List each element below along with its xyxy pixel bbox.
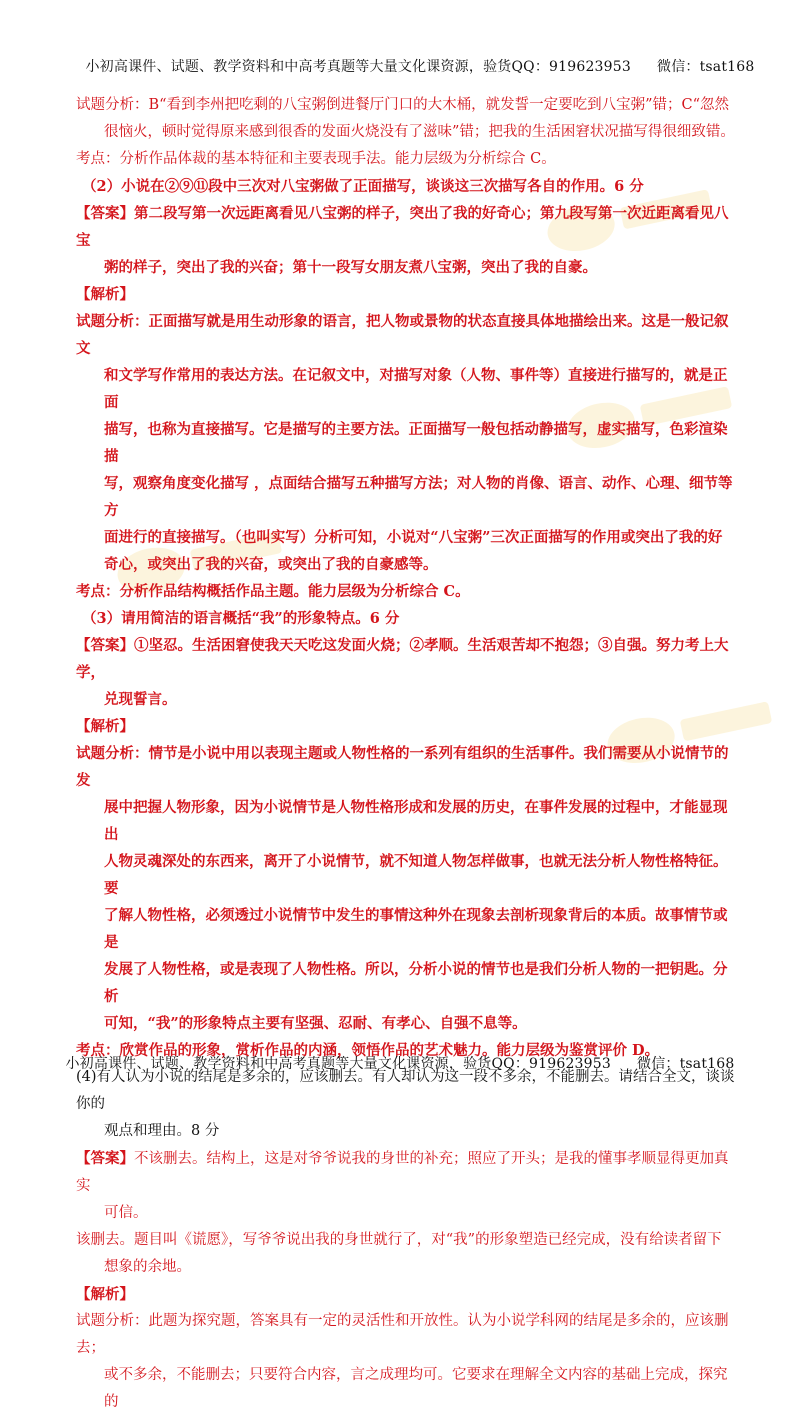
- footer-text: 小初高课件、试题、教学资料和中高考真题等大量文化课资源，验货QQ：919623953: [65, 1056, 611, 1072]
- header-text: 小初高课件、试题、教学资料和中高考真题等大量文化课资源，验货QQ：919623953: [85, 59, 631, 75]
- q3-answer-line-1: [76, 632, 736, 686]
- page-footer: [0, 1053, 800, 1073]
- q3-analysis-line-5: 发展了人物性格，或是表现了人物性格。所以，分析小说的情节也是我们分析人物的一把钥匙。分析: [104, 961, 728, 1005]
- page-header: [0, 56, 800, 76]
- q2-analysis-line-2: 和文学写作常用的表达方法。在记叙文中，对描写对象（人物、事件等）直接进行描写的，就是正面: [104, 367, 728, 411]
- footer-wechat: 微信：tsat168: [637, 1056, 735, 1072]
- q4-answer-text-1: 不该删去。结构上，这是对爷爷说我的身世的补充；照应了开头；是我的懂事孝顺显得更加真实: [76, 1151, 729, 1194]
- q4-analysis-line-1: 试题分析：此题为探究题，答案具有一定的灵活性和开放性。认为小说学科网的结尾是多余的，应该删去；: [76, 1313, 729, 1356]
- q3-answer-line-2: 兑现誓言。: [104, 691, 177, 708]
- q4-answer-tag: 【答案】: [76, 1150, 134, 1167]
- q2-answer-tag: 【答案】: [76, 205, 134, 222]
- q3-analysis-line-2: 展中把握人物形象，因为小说情节是人物性格形成和发展的历史，在事件发展的过程中，才能显现出: [104, 799, 728, 843]
- q1-point: 考点：分析作品体裁的基本特征和主要表现手法。能力层级为分析综合 C。: [76, 151, 556, 167]
- q3-answer-text-1: ①坚忍。生活困窘使我天天吃这发面火烧；②孝顺。生活艰苦却不抱怨；③自强。努力考上大学，: [76, 637, 729, 681]
- q3-question: （3）请用简洁的语言概括“我”的形象特点。6 分: [82, 610, 400, 627]
- q3-analysis-line-6: 可知，“我”的形象特点主要有坚强、忍耐、有孝心、自强不息等。: [104, 1015, 527, 1032]
- q2-analysis-line-3: 描写，也称为直接描写。它是描写的主要方法。正面描写一般包括动静描写，虚实描写，色彩渲染描: [104, 421, 728, 465]
- q2-answer-text-1: 第二段写第一次远距离看见八宝粥的样子，突出了我的好奇心；第九段写第一次近距离看见八宝: [76, 205, 729, 249]
- q2-analysis-line-4: 写，观察角度变化描写 ，点面结合描写五种描写方法；对人物的肖像、语言、动作、心理、细节等方: [104, 475, 733, 519]
- q3-jiexi-heading: 【解析】: [76, 718, 134, 735]
- q3-analysis-line-3: 人物灵魂深处的东西来，离开了小说情节，就不知道人物怎样做事，也就无法分析人物性格特征。要: [104, 853, 728, 897]
- q4-answer-line-4: 想象的余地。: [104, 1259, 191, 1275]
- q1-analysis-line-1: 试题分析：B“看到李州把吃剩的八宝粥倒进餐厅门口的大木桶，就发誓一定要吃到八宝粥”错；C“忽然: [76, 97, 729, 113]
- q2-analysis-line-5: 面进行的直接描写。（也叫实写）分析可知，小说对“八宝粥”三次正面描写的作用或突出了我的好: [104, 529, 723, 546]
- q2-answer-line-2: 粥的样子，突出了我的兴奋；第十一段写女朋友煮八宝粥，突出了我的自豪。: [104, 259, 597, 276]
- document-body: [76, 92, 736, 1416]
- q2-analysis-line-6: 奇心，或突出了我的兴奋，或突出了我的自豪感等。: [104, 556, 438, 573]
- q2-jiexi-heading: 【解析】: [76, 286, 134, 303]
- q4-jiexi-heading: 【解析】: [76, 1286, 134, 1303]
- q4-answer-line-2: 可信。: [104, 1205, 148, 1221]
- q3-analysis-line-1: 试题分析：情节是小说中用以表现主题或人物性格的一系列有组织的生活事件。我们需要从小说情节的发: [76, 745, 729, 789]
- q3-answer-tag: 【答案】: [76, 637, 134, 654]
- q4-answer-line-1: [76, 1145, 736, 1200]
- q3-point: 考点：欣赏作品的形象，赏析作品的内涵，领悟作品的艺术魅力。能力层级为鉴赏评价 D。: [76, 1042, 660, 1059]
- q4-answer-line-3: 该删去。题目叫《谎愿》，写爷爷说出我的身世就行了，对“我”的形象塑造已经完成，没有给读者留下: [76, 1232, 722, 1248]
- q4-analysis-line-2: 或不多余，不能删去；只要符合内容，言之成理均可。它要求在理解全文内容的基础上完成，探究的: [104, 1367, 728, 1410]
- q4-question-line-1: (4)有人认为小说的结尾是多余的，应该删去。有人却认为这一段不多余，不能删去。请结合全文，谈谈你的: [76, 1069, 735, 1112]
- q2-analysis-line-1: 试题分析：正面描写就是用生动形象的语言，把人物或景物的状态直接具体地描绘出来。这是一般记叙文: [76, 313, 729, 357]
- q2-question: （2）小说在②⑨⑪段中三次对八宝粥做了正面描写，谈谈这三次描写各自的作用。6 分: [82, 178, 644, 195]
- q4-question-line-2: 观点和理由。8 分: [104, 1123, 220, 1139]
- q2-point: 考点：分析作品结构概括作品主题。能力层级为分析综合 C。: [76, 583, 470, 600]
- q1-analysis-line-2: 很恼火，顿时觉得原来感到很香的发面火烧没有了滋味”错；把我的生活困窘状况描写得很细致错。: [104, 124, 735, 140]
- header-wechat: 微信：tsat168: [657, 59, 755, 75]
- q2-answer-line-1: [76, 200, 736, 254]
- q3-analysis-line-4: 了解人物性格，必须透过小说情节中发生的事情这种外在现象去剖析现象背后的本质。故事情节或是: [104, 907, 728, 951]
